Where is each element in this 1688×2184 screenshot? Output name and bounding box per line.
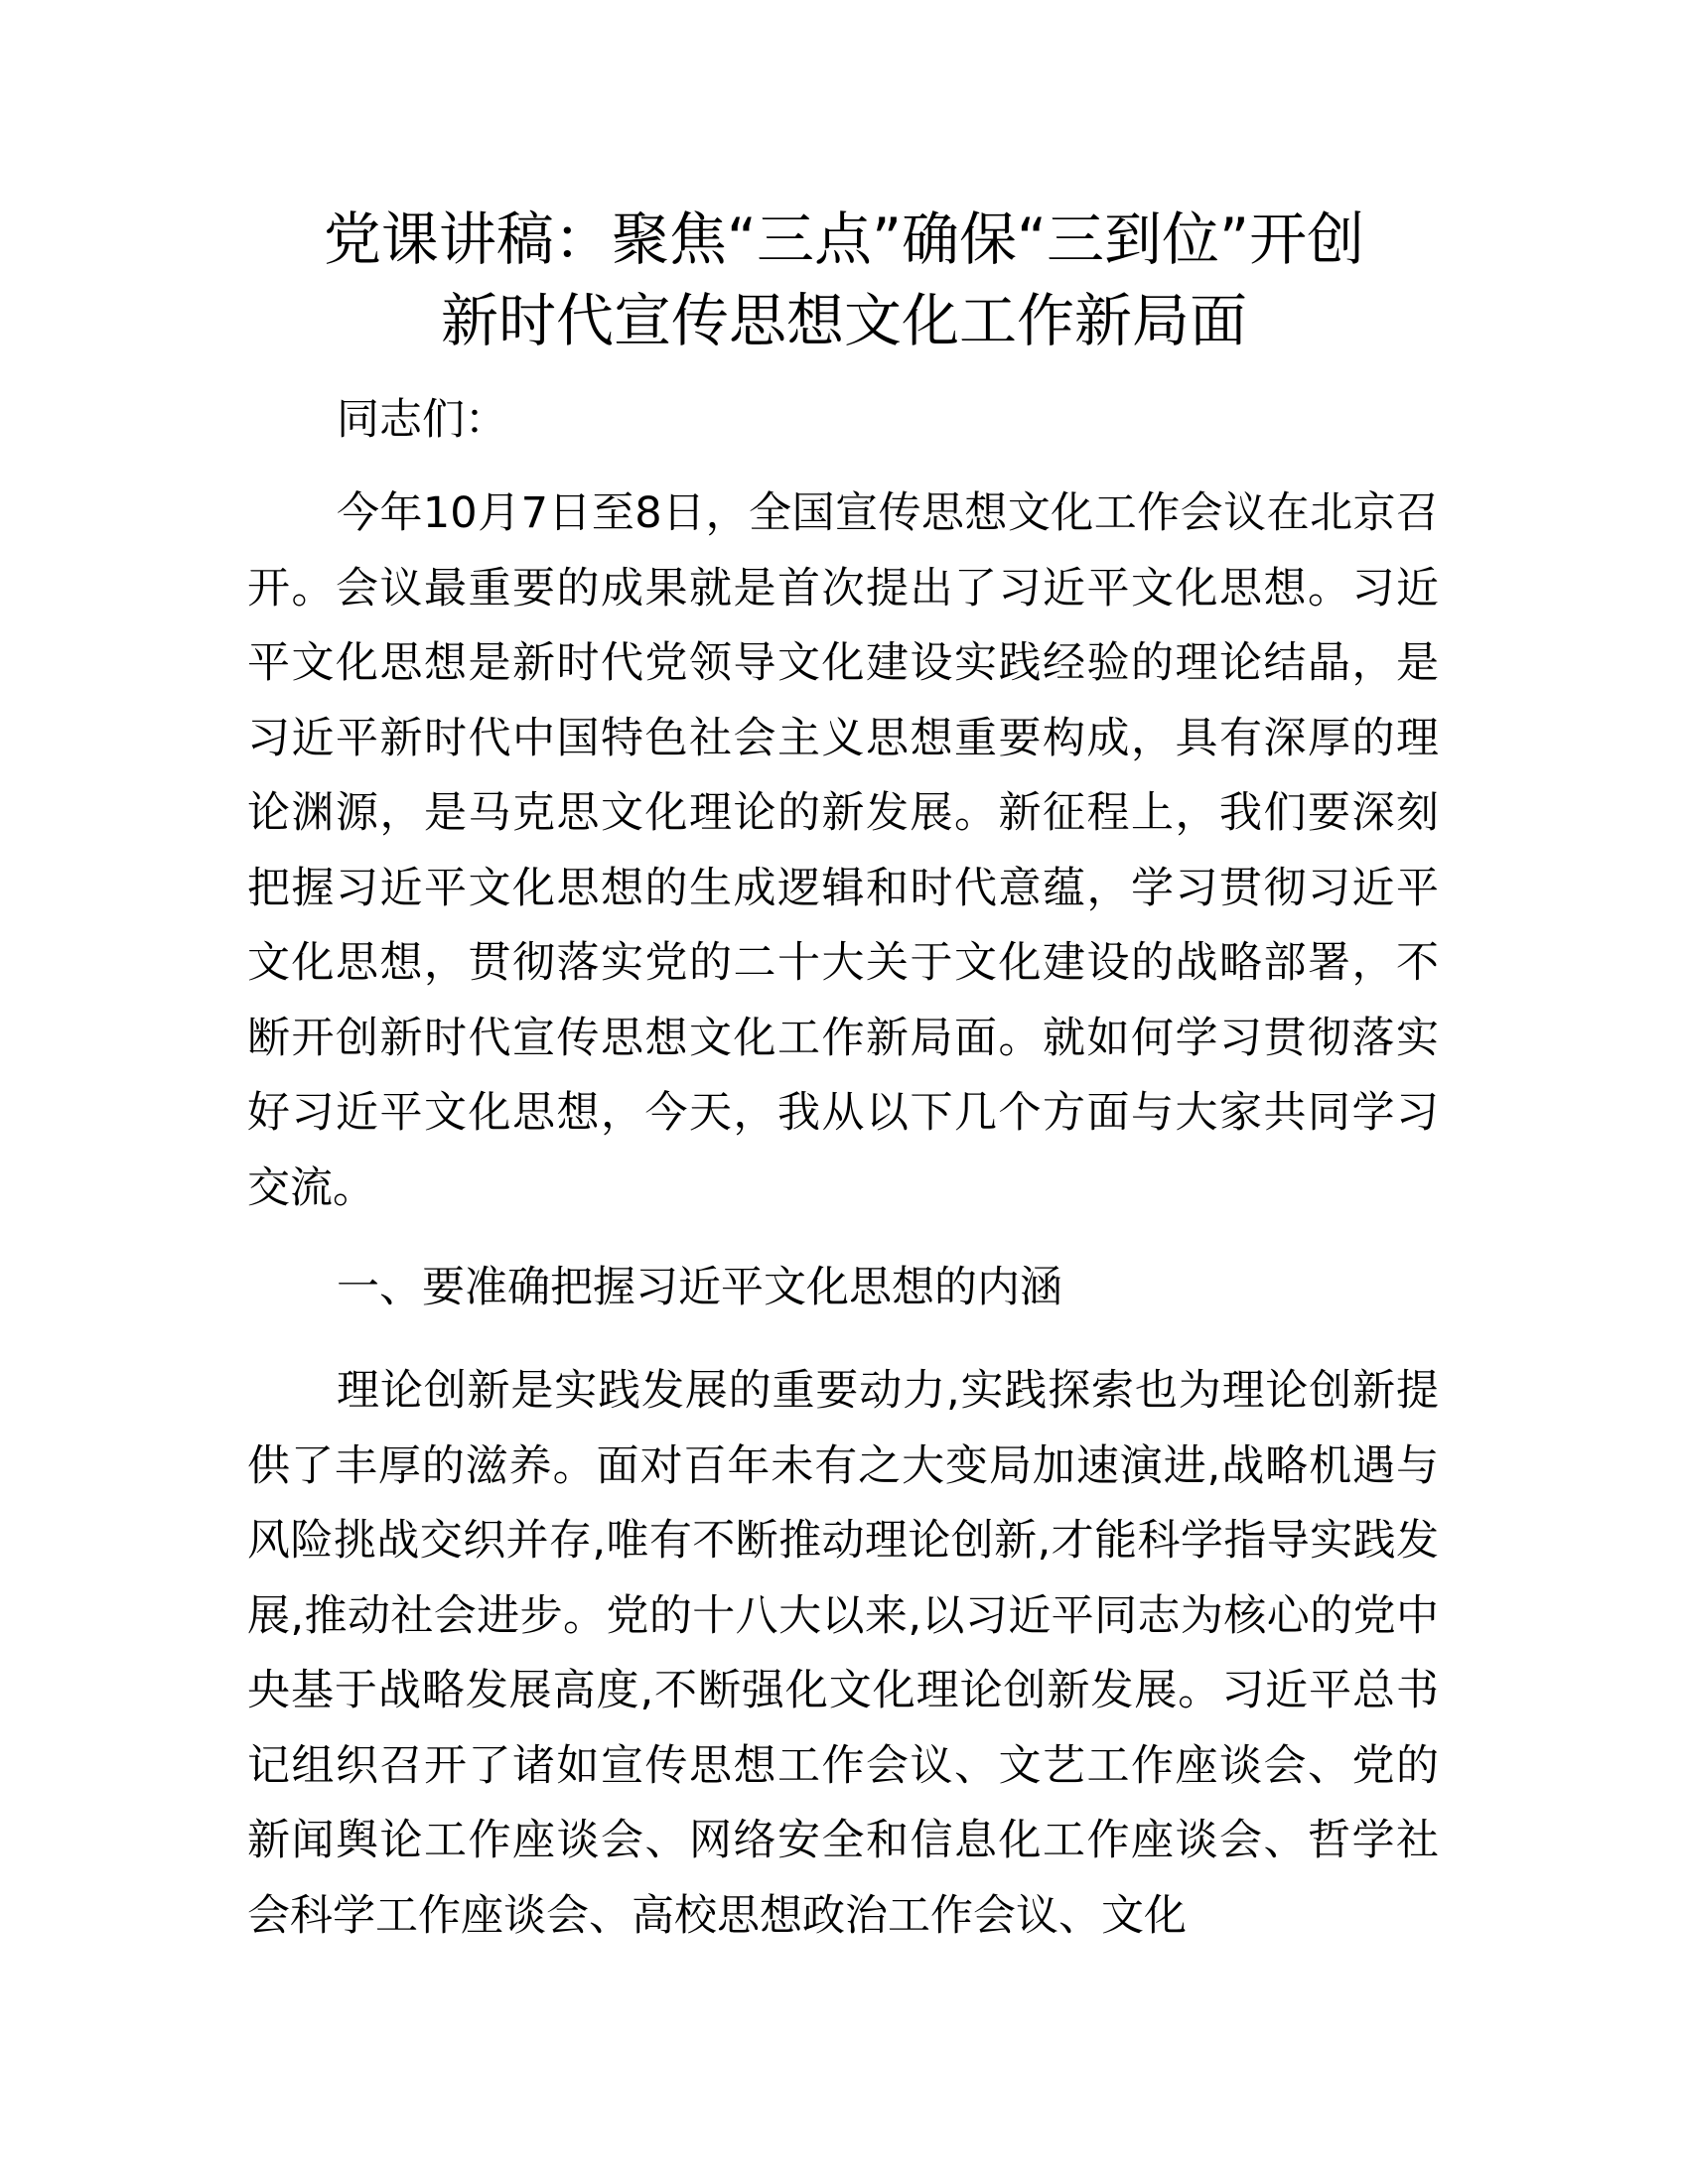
title-line-1: 党课讲稿：聚焦“三点”确保“三到位”开创 — [323, 205, 1365, 273]
body-paragraph-2: 理论创新是实践发展的重要动力,实践探索也为理论创新提供了丰厚的滋养。面对百年未有之大变局加速演进,战略机遇与风险挑战交织并存,唯有不断推动理论创新,才能科学指导实践发展,推动社会进步。党的十八大以来,以习近平同志为核心的党中央基于战略发展高度,不断强化文化理论创新发展。习近平总书记组织召开了诸如宣传思想工作会议、文艺工作座谈会、党的新闻舆论工作座谈会、网络安全和信息化工作座谈会、哲学社会科学工作座谈会、高校思想政治工作会议、文化 — [247, 1366, 1439, 1941]
section-heading: 一、要准确把握习近平文化思想的内涵 — [337, 1263, 1062, 1312]
title-line-2: 新时代宣传思想文化工作新局面 — [440, 287, 1247, 354]
document-title — [199, 199, 1489, 361]
body-paragraph-1: 今年10月7日至8日，全国宣传思想文化工作会议在北京召开。会议最重要的成果就是首次提出了习近平文化思想。习近平文化思想是新时代党领导文化建设实践经验的理论结晶，是习近平新时代中国特色社会主义思想重要构成，具有深厚的理论渊源，是马克思文化理论的新发展。新征程上，我们要深刻把握习近平文化思想的生成逻辑和时代意蕴，学习贯彻习近平文化思想，贯彻落实党的二十大关于文化建设的战略部署，不断开创新时代宣传思想文化工作新局面。就如何学习贯彻落实好习近平文化思想，今天，我从以下几个方面与大家共同学习交流。 — [247, 488, 1439, 1213]
greeting: 同志们： — [337, 395, 507, 445]
